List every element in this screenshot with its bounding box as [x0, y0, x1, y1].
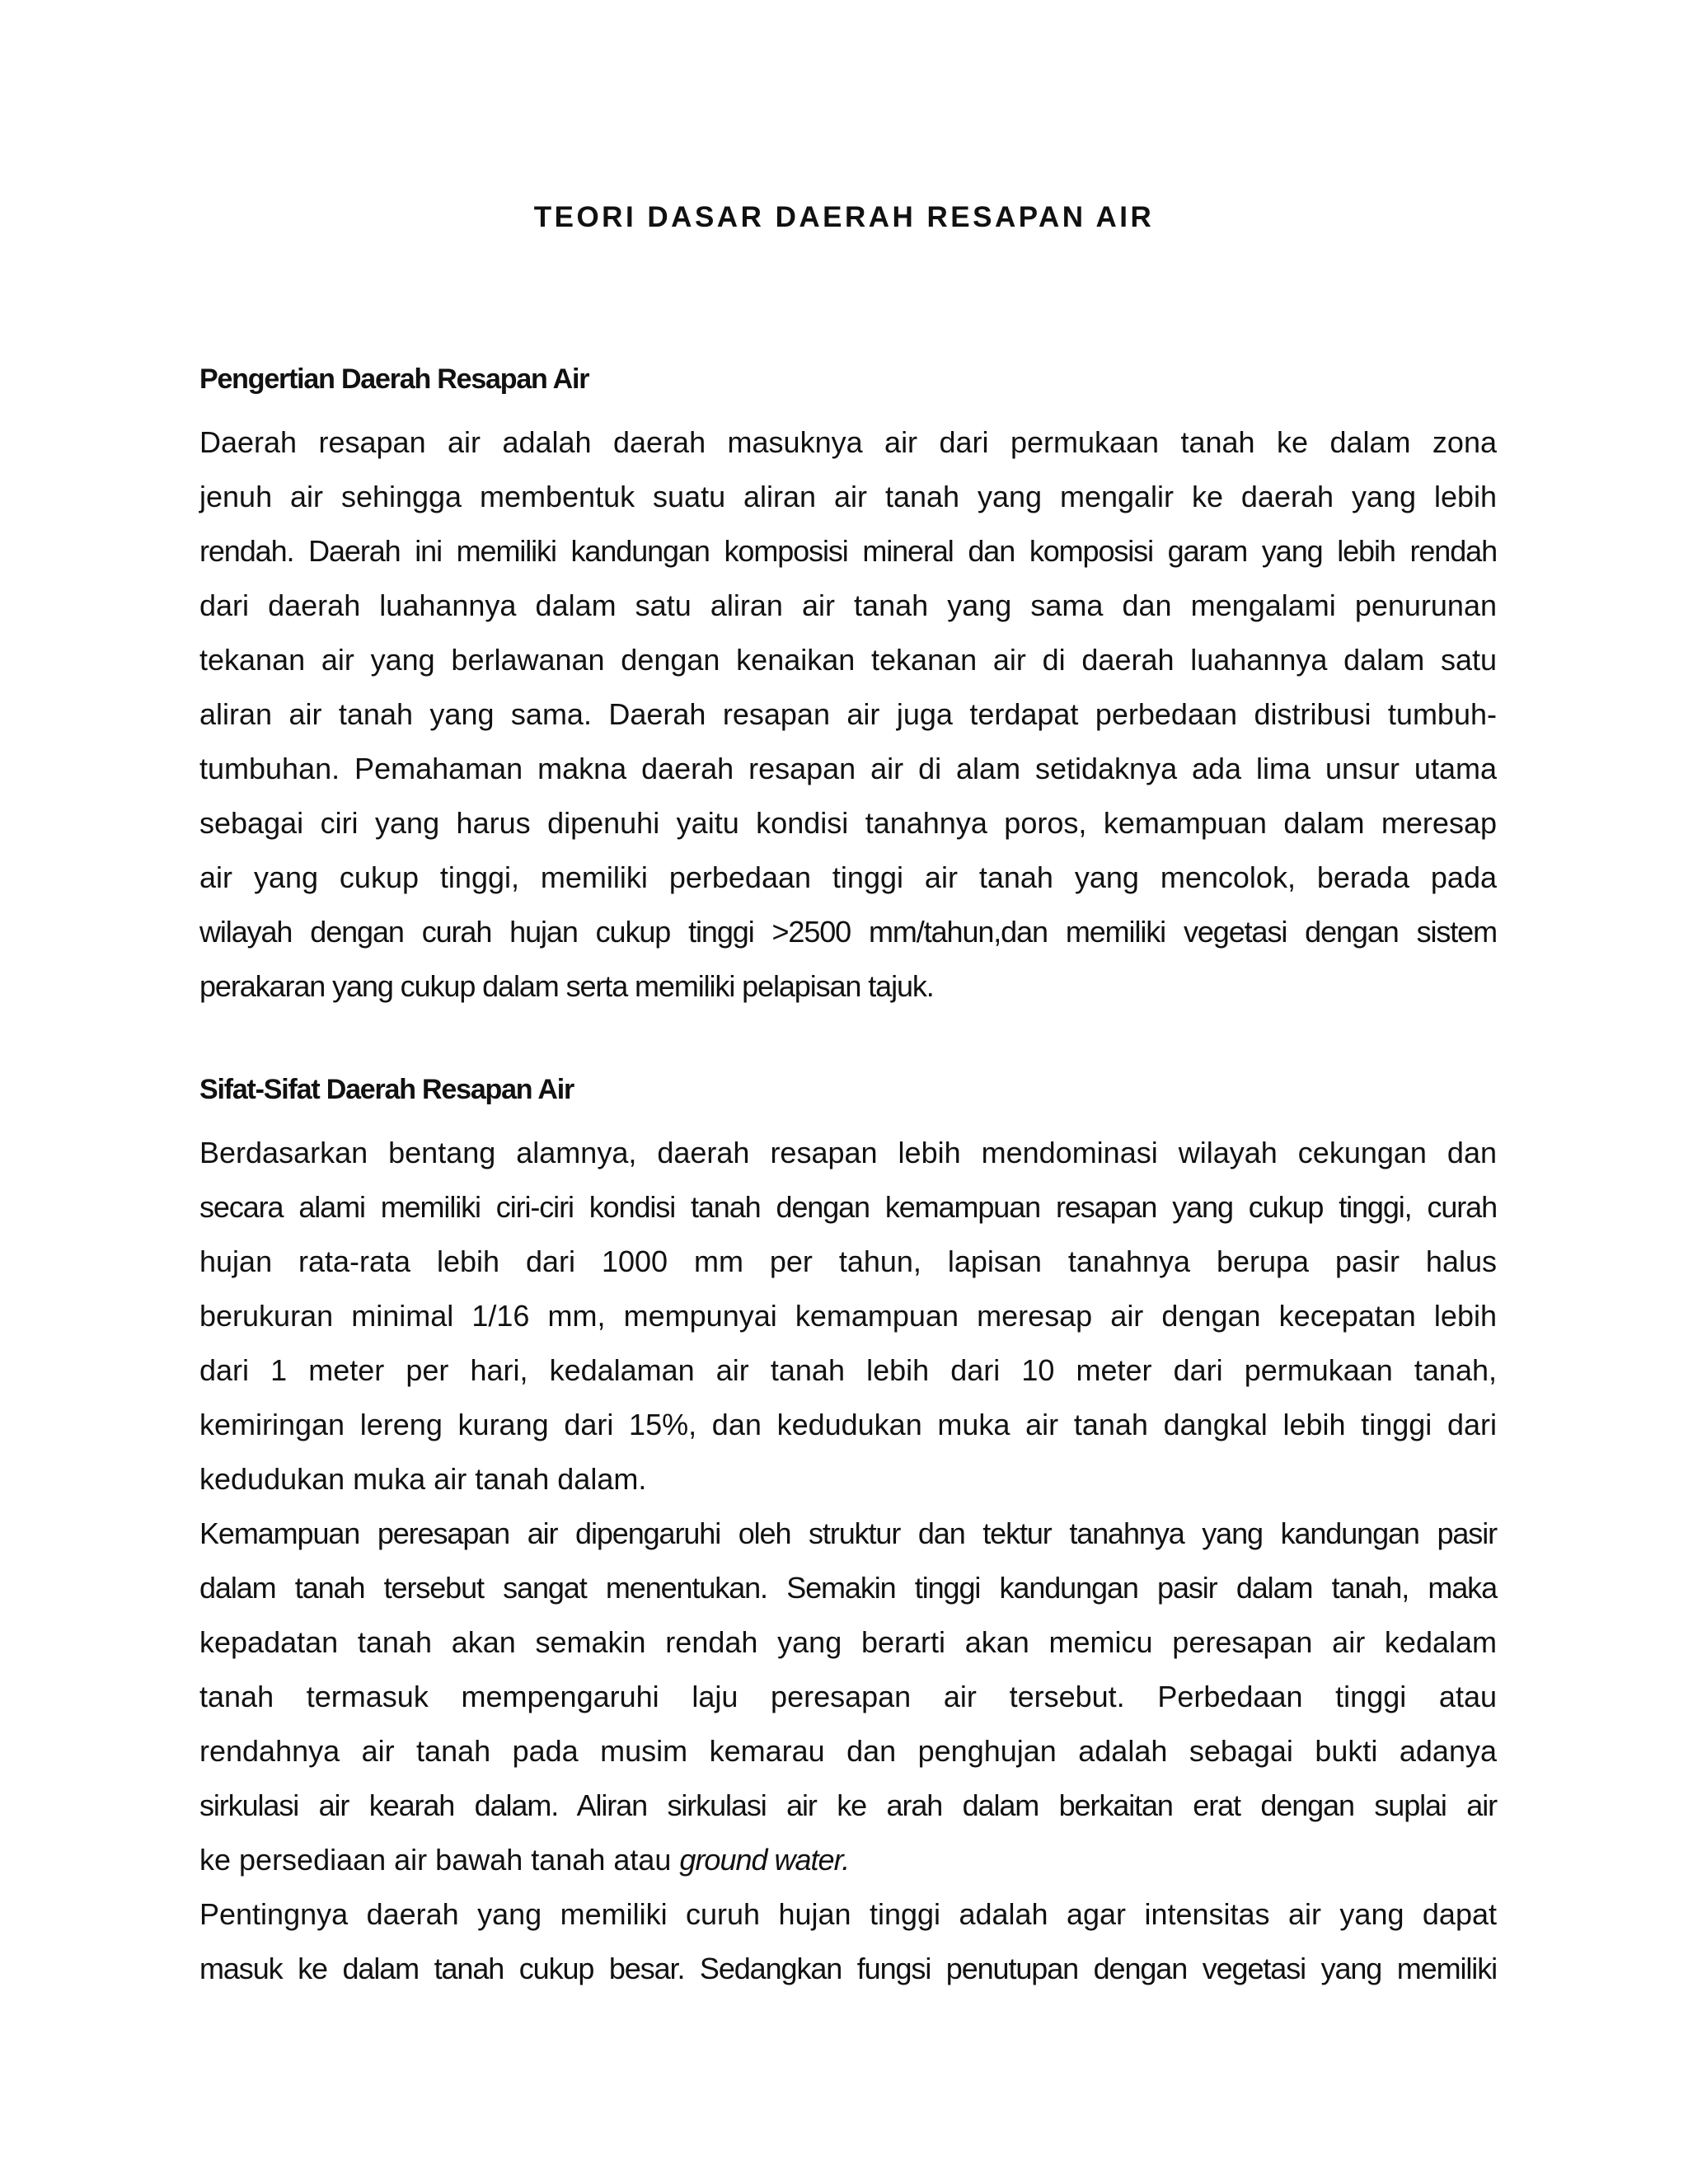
- text-line: Berdasarkan bentang alamnya, daerah resapan lebih mendominasi wilayah cekungan dan: [199, 1136, 1497, 1169]
- text-line: secara alami memiliki ciri-ciri kondisi tanah dengan kemampuan resapan yang cukup tinggi, curah: [199, 1190, 1497, 1224]
- text-line: tekanan air yang berlawanan dengan kenaikan tekanan air di daerah luahannya dalam satu: [199, 643, 1497, 677]
- text-line: dari 1 meter per hari, kedalaman air tanah lebih dari 10 meter dari permukaan tanah,: [199, 1353, 1497, 1387]
- paragraph: [199, 1507, 1497, 1887]
- text-fragment: ke persediaan air bawah tanah atau: [199, 1843, 680, 1877]
- text-line: aliran air tanah yang sama. Daerah resapan air juga terdapat perbedaan distribusi tumbuh-: [199, 697, 1497, 731]
- section-pengertian: [199, 361, 1497, 1014]
- text-line: rendahnya air tanah pada musim kemarau dan penghujan adalah sebagai bukti adanya: [199, 1734, 1497, 1768]
- text-line: rendah. Daerah ini memiliki kandungan komposisi mineral dan komposisi garam yang lebih rendah: [199, 534, 1497, 568]
- text-line: sirkulasi air kearah dalam. Aliran sirkulasi air ke arah dalam berkaitan erat dengan suplai air: [199, 1788, 1497, 1822]
- section-heading: Sifat-Sifat Daerah Resapan Air: [199, 1074, 574, 1105]
- text-line: Kemampuan peresapan air dipengaruhi oleh struktur dan tektur tanahnya yang kandungan pasir: [199, 1516, 1497, 1550]
- text-line: perakaran yang cukup dalam serta memiliki pelapisan tajuk.: [199, 969, 934, 1003]
- text-line: [199, 1833, 1497, 1887]
- text-line: sebagai ciri yang harus dipenuhi yaitu kondisi tanahnya poros, kemampuan dalam meresap: [199, 806, 1497, 840]
- text-line: jenuh air sehingga membentuk suatu aliran air tanah yang mengalir ke daerah yang lebih: [199, 480, 1497, 513]
- text-line: masuk ke dalam tanah cukup besar. Sedangkan fungsi penutupan dengan vegetasi yang memiliki: [199, 1952, 1497, 1985]
- paragraph: [199, 415, 1497, 1014]
- text-line: kedudukan muka air tanah dalam.: [199, 1462, 647, 1496]
- text-line: wilayah dengan curah hujan cukup tinggi >2500 mm/tahun,dan memiliki vegetasi dengan sistem: [199, 915, 1497, 949]
- text-line: dari daerah luahannya dalam satu aliran air tanah yang sama dan mengalami penurunan: [199, 588, 1497, 622]
- text-line: Daerah resapan air adalah daerah masuknya air dari permukaan tanah ke dalam zona: [199, 425, 1497, 459]
- text-line: dalam tanah tersebut sangat menentukan. Semakin tinggi kandungan pasir dalam tanah, maka: [199, 1571, 1497, 1605]
- text-line: air yang cukup tinggi, memiliki perbedaan tinggi air tanah yang mencolok, berada pada: [199, 860, 1497, 894]
- text-line: tumbuhan. Pemahaman makna daerah resapan air di alam setidaknya ada lima unsur utama: [199, 752, 1497, 785]
- text-line: hujan rata-rata lebih dari 1000 mm per tahun, lapisan tanahnya berupa pasir halus: [199, 1244, 1497, 1278]
- paragraph: [199, 1887, 1497, 1996]
- text-line: tanah termasuk mempengaruhi laju peresapan air tersebut. Perbedaan tinggi atau: [199, 1680, 1497, 1713]
- paragraph: [199, 1126, 1497, 1507]
- italic-term: ground water.: [679, 1843, 850, 1877]
- text-line: kepadatan tanah akan semakin rendah yang berarti akan memicu peresapan air kedalam: [199, 1625, 1497, 1659]
- text-line: berukuran minimal 1/16 mm, mempunyai kemampuan meresap air dengan kecepatan lebih: [199, 1299, 1497, 1333]
- text-line: kemiringan lereng kurang dari 15%, dan kedudukan muka air tanah dangkal lebih tinggi dari: [199, 1408, 1497, 1441]
- section-sifat: [199, 1071, 1497, 1996]
- text-line: Pentingnya daerah yang memiliki curuh hujan tinggi adalah agar intensitas air yang dapat: [199, 1897, 1497, 1931]
- section-heading: Pengertian Daerah Resapan Air: [199, 363, 589, 395]
- document-title: TEORI DASAR DAERAH RESAPAN AIR: [533, 201, 1155, 233]
